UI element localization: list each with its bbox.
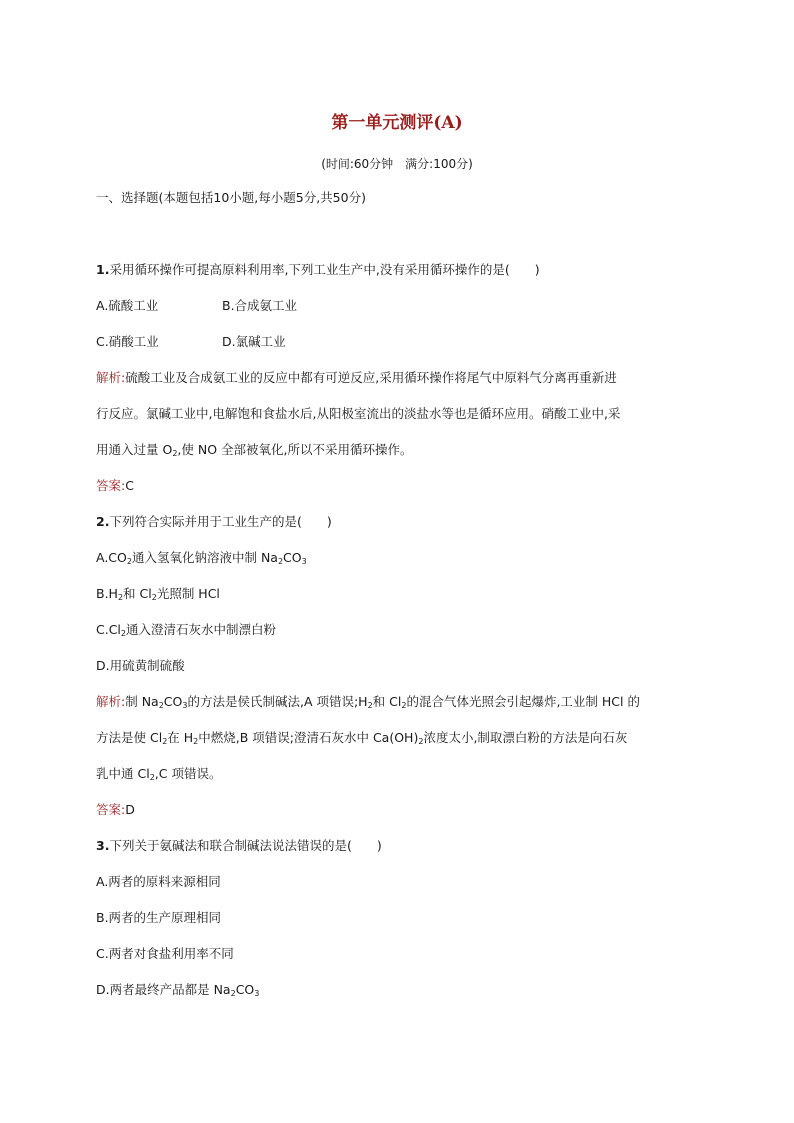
q1-option-b: B.合成氨工业 (222, 298, 298, 313)
option-text: 和 Cl (123, 586, 152, 601)
q2-option-d: D.用硫黄制硫酸 (96, 658, 185, 673)
page-title: 第一单元测评(A) (331, 113, 463, 133)
q1-option-d: D.氯碱工业 (222, 334, 286, 349)
question-number: 2. (96, 514, 110, 529)
subscript: 3 (301, 557, 307, 566)
q1-answer (96, 478, 134, 494)
analysis-text: ,C 项错误。 (154, 766, 222, 781)
subscript: 2 (120, 629, 126, 638)
q2-answer (96, 802, 135, 818)
subscript: 2 (117, 593, 124, 602)
question-number: 3. (96, 838, 110, 853)
question-1-stem (96, 262, 540, 278)
subscript: 3 (182, 701, 188, 710)
analysis-text: 和 Cl (372, 694, 402, 709)
option-text: C.Cl (96, 622, 121, 637)
question-text: 采用循环操作可提高原料利用率,下列工业生产中,没有采用循环操作的是( ) (109, 262, 540, 277)
analysis-text: 浓度太小,制取漂白粉的方法是向石灰 (423, 730, 628, 745)
option-text: 光照制 HCl (156, 586, 220, 601)
question-2-stem (96, 514, 332, 530)
q2-option-b (96, 586, 220, 602)
option-text: A.CO (96, 550, 127, 565)
q2-analysis-line-3 (96, 766, 221, 782)
q1-analysis-line-3 (96, 442, 413, 458)
analysis-label: 解析: (96, 370, 126, 385)
analysis-text: 乳中通 Cl (96, 766, 150, 781)
subscript: 2 (193, 737, 199, 746)
q2-analysis-line-2 (96, 730, 627, 746)
q3-option-a: A.两者的原料来源相同 (96, 874, 221, 889)
subscript: 2 (126, 557, 132, 566)
subscript: 2 (367, 701, 373, 710)
analysis-text: 用通入过量 O (96, 442, 173, 457)
question-number: 1. (96, 262, 110, 277)
option-text: CO (283, 550, 302, 565)
option-text: 通入澄清石灰水中制漂白粉 (126, 622, 277, 637)
subscript: 2 (401, 701, 407, 710)
q1-option-c: C.硝酸工业 (96, 334, 159, 349)
subscript: 2 (230, 989, 236, 998)
option-text: D.两者最终产品都是 Na (96, 982, 231, 997)
subscript: 2 (149, 773, 155, 782)
q3-option-d (96, 982, 259, 998)
subscript: 2 (418, 737, 424, 746)
question-text: 下列关于氨碱法和联合制碱法说法错误的是( ) (109, 838, 382, 853)
answer-value: C (125, 478, 134, 493)
page-subtitle: (时间:60分钟 满分:100分) (321, 157, 473, 171)
subscript: 2 (151, 593, 157, 602)
question-text: 下列符合实际并用于工业生产的是( ) (109, 514, 332, 529)
analysis-text: 中燃烧,B 项错误;澄清石灰水中 Ca(OH) (198, 730, 419, 745)
answer-label: 答案: (96, 802, 126, 817)
q1-option-a: A.硫酸工业 (96, 298, 159, 313)
section-heading: 一、选择题(本题包括10小题,每小题5分,共50分) (96, 190, 366, 205)
analysis-text: 的方法是侯氏制碱法,A 项错误;H (187, 694, 368, 709)
q2-option-a (96, 550, 307, 566)
analysis-text: ,使 NO 全部被氧化,所以不采用循环操作。 (177, 442, 413, 457)
analysis-text: 在 H (167, 730, 194, 745)
q1-analysis-line-1 (96, 370, 617, 386)
analysis-text: 硫酸工业及合成氨工业的反应中都有可逆反应,采用循环操作将尾气中原料气分离再重新进 (125, 370, 617, 385)
option-text: B.H (96, 586, 118, 601)
subscript: 3 (254, 989, 260, 998)
answer-value: D (125, 802, 135, 817)
option-text: 通入氢氧化钠溶液中制 Na (131, 550, 278, 565)
analysis-text: 的混合气体光照会引起爆炸,工业制 HCl 的 (406, 694, 640, 709)
answer-label: 答案: (96, 478, 126, 493)
analysis-text: 方法是使 Cl (96, 730, 163, 745)
question-3-stem (96, 838, 382, 854)
q2-analysis-line-1 (96, 694, 640, 710)
q2-option-c (96, 622, 276, 638)
q3-option-c: C.两者对食盐利用率不同 (96, 946, 234, 961)
q1-analysis-line-2: 行反应。氯碱工业中,电解饱和食盐水后,从阳极室流出的淡盐水等也是循环应用。硝酸工业中,采 (96, 406, 621, 421)
analysis-text: CO (163, 694, 183, 709)
option-text: CO (235, 982, 255, 997)
analysis-text: 制 Na (125, 694, 159, 709)
subscript: 2 (277, 557, 284, 566)
subscript: 2 (158, 701, 164, 710)
subscript: 2 (162, 737, 168, 746)
q3-option-b: B.两者的生产原理相同 (96, 910, 222, 925)
analysis-label: 解析: (96, 694, 126, 709)
subscript: 2 (172, 449, 178, 458)
